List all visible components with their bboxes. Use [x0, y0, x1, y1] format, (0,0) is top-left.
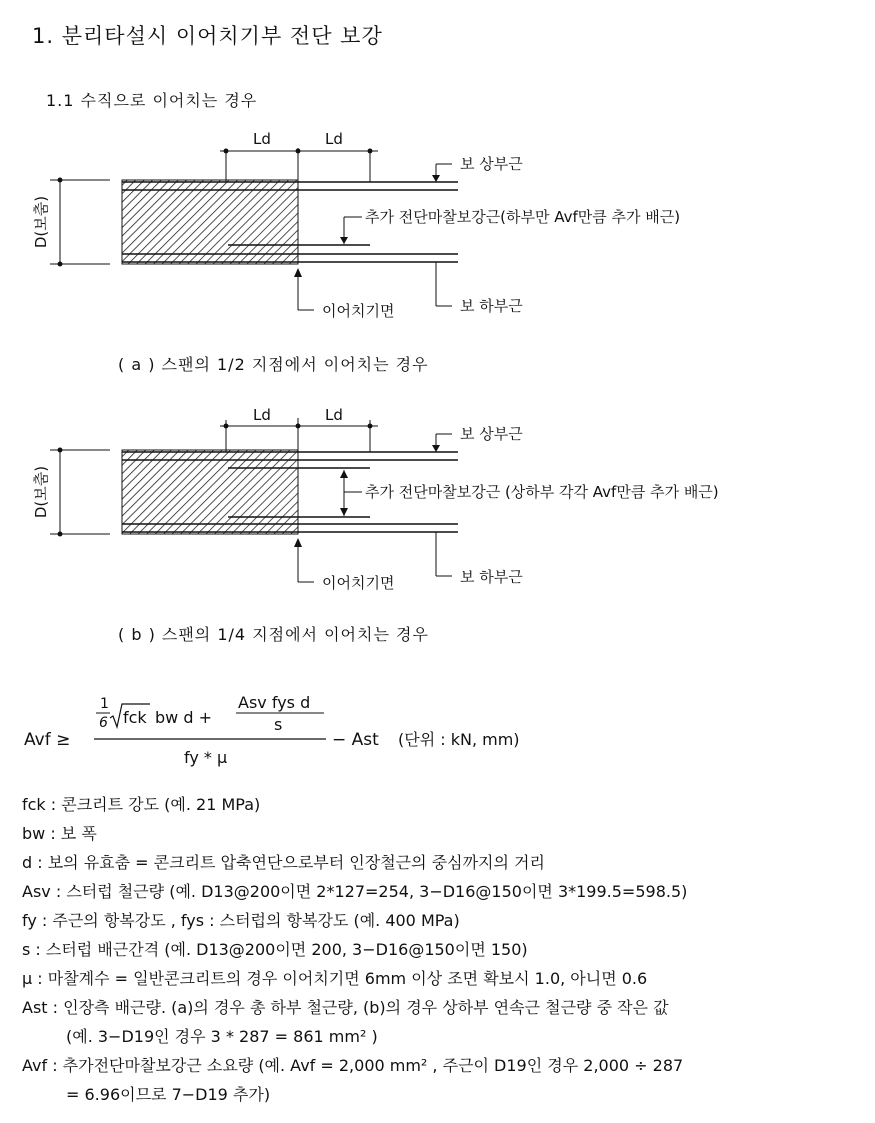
legend-item: fck : 콘크리트 강도 (예. 21 MPa) [22, 795, 261, 814]
legend-item: Asv : 스터럽 철근량 (예. D13@200이면 2*127=254, 3−D16@150이면 3*199.5=598.5) [22, 882, 688, 901]
formula-minus-ast: − Ast [332, 730, 379, 750]
avf-formula [24, 688, 624, 778]
depth-label: D(보춤) [32, 195, 50, 249]
section-subtitle: 1.1 수직으로 이어치는 경우 [46, 91, 258, 110]
ld-label-2: Ld [325, 406, 343, 424]
legend-item: d : 보의 유효춤 = 콘크리트 압축연단으로부터 인장철근의 중심까지의 거리 [22, 853, 545, 872]
figure-b-diagram [0, 400, 875, 630]
bottom-bar-label: 보 하부근 [460, 568, 523, 586]
shear-bar-label: 추가 전단마찰보강근(하부만 Avf만큼 추가 배근) [365, 208, 681, 226]
shear-bar-label: 추가 전단마찰보강근 (상하부 각각 Avf만큼 추가 배근) [365, 483, 719, 501]
ld-label-1: Ld [253, 406, 271, 424]
legend-item: (예. 3−D19인 경우 3 * 287 = 861 mm² ) [66, 1027, 378, 1046]
ld-label-2: Ld [325, 130, 343, 148]
legend-item: s : 스터럽 배근간격 (예. D13@200이면 200, 3−D16@150이면 150) [22, 940, 528, 959]
figure-a-caption: ( a ) 스팬의 1/2 지점에서 이어치는 경우 [118, 355, 429, 374]
formula-num-rest: bw d + [155, 708, 212, 727]
formula-frac-num: 1 [100, 696, 109, 712]
legend-item: bw : 보 폭 [22, 824, 97, 843]
page-title: 1. 분리타설시 이어치기부 전단 보강 [32, 24, 383, 48]
figure-a-diagram [0, 120, 875, 350]
formula-lhs: Avf ≥ [24, 730, 71, 750]
formula-sqrt-arg: fck [123, 708, 147, 727]
joint-label: 이어치기면 [322, 302, 395, 320]
legend-item: Ast : 인장측 배근량. (a)의 경우 총 하부 철근량, (b)의 경우 상하부 연속근 철근량 중 작은 값 [22, 998, 669, 1017]
legend-item: μ : 마찰계수 = 일반콘크리트의 경우 이어치기면 6mm 이상 조면 확보시 1.0, 아니면 0.6 [22, 969, 648, 988]
ld-label-1: Ld [253, 130, 271, 148]
legend-item: = 6.96이므로 7−D19 추가) [66, 1085, 271, 1104]
figure-b-caption: ( b ) 스팬의 1/4 지점에서 이어치는 경우 [118, 625, 429, 644]
legend-item: fy : 주근의 항복강도 , fys : 스터럽의 항복강도 (예. 400 MPa) [22, 911, 460, 930]
formula-den: fy * μ [184, 748, 228, 767]
bottom-bar-label: 보 하부근 [460, 297, 523, 315]
variable-legend [22, 790, 687, 1109]
depth-label: D(보춤) [32, 465, 50, 519]
formula-sub-num: Asv fys d [238, 693, 311, 712]
top-bar-label: 보 상부근 [460, 425, 523, 443]
joint-label: 이어치기면 [322, 574, 395, 592]
formula-unit: (단위 : kN, mm) [398, 730, 520, 749]
formula-frac-den: 6 [99, 715, 108, 731]
formula-sub-den: s [274, 715, 283, 734]
top-bar-label: 보 상부근 [460, 155, 523, 173]
legend-item: Avf : 추가전단마찰보강근 소요량 (예. Avf = 2,000 mm² , 주근이 D19인 경우 2,000 ÷ 287 [22, 1056, 684, 1075]
